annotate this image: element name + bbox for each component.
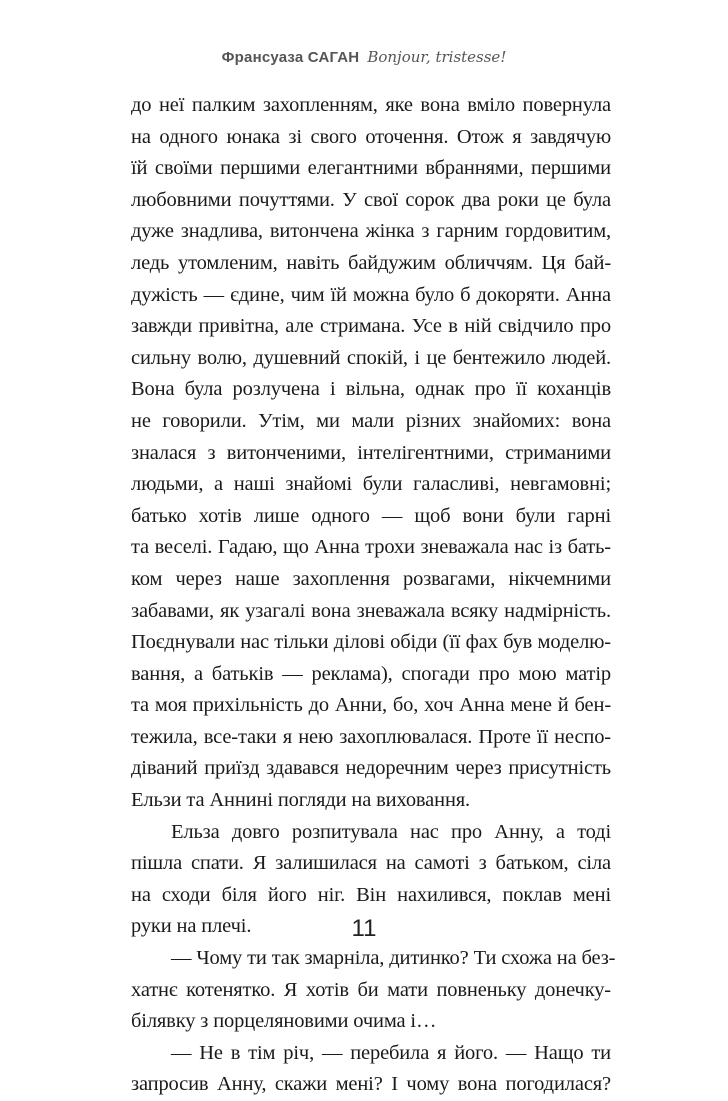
text-line: не говорили. Утім, ми мали різних знайомих: вона (131, 409, 611, 432)
text-line: ледь утомленим, навіть байдужим обличчям. Ця бай- (131, 251, 611, 274)
running-header (0, 47, 728, 68)
text-line: Поєднували нас тільки ділові обіди (її фах був моделю- (131, 631, 611, 654)
text-line: — Не в тім річ, — перебила я його. — Нащо ти (171, 1041, 611, 1064)
paragraph (131, 90, 611, 817)
text-line: дужість — єдине, чим їй можна було б докоряти. Анна (131, 283, 611, 306)
text-line: руки на плечі. (131, 915, 252, 938)
text-line: Ельзи та Аннині погляди на виховання. (131, 789, 471, 812)
body-text (131, 90, 616, 1101)
text-line: завжди привітна, але стримана. Усе в ній свідчило про (131, 315, 611, 338)
text-line: на сходи біля його ніг. Він нахилився, поклав мені (131, 883, 611, 906)
text-line: Вона була розлучена і вільна, однак про її коханців (131, 378, 611, 401)
dialogue-paragraph (131, 943, 616, 1038)
text-line: дуже знадлива, витончена жінка з гарним гордовитим, (131, 220, 611, 243)
text-line: тежила, все-таки я нею захоплювалася. Проте її неспо- (131, 725, 611, 748)
text-line: до неї палким захопленням, яке вона вміло повернула (131, 94, 611, 116)
text-line: сильну волю, душевний спокій, і це бентежило людей. (131, 346, 611, 369)
text-line: — Чому ти так змарніла, дитинко? Ти схожа на без- (171, 947, 616, 970)
dialogue-paragraph (131, 1038, 611, 1101)
page-number: 11 (351, 915, 377, 942)
header-title: Bonjour, tristesse! (367, 48, 507, 66)
text-line: запросив Анну, скажи мені? І чому вона погодилася? (131, 1073, 611, 1096)
text-line: зналася з витонченими, інтелігентними, стриманими (131, 441, 611, 464)
text-line: та веселі. Гадаю, що Анна трохи зневажала нас із бать- (131, 536, 611, 559)
text-line: пішла спати. Я залишилася на самоті з батьком, сіла (131, 852, 611, 875)
text-line: хатнє котенятко. Я хотів би мати повненьку донечку- (131, 978, 611, 1001)
header-author: Франсуаза САГАН (221, 49, 360, 66)
text-line: білявку з порцеляновими очима і… (131, 1010, 437, 1033)
text-line: любовними почуттями. У свої сорок два роки це була (131, 188, 611, 211)
text-line: їй своїми першими елегантними вбраннями, першими (131, 157, 611, 180)
text-line: на одного юнака зі свого оточення. Отож я завдячую (131, 125, 611, 148)
text-line: батько хотів лише одного — щоб вони були гарні (131, 504, 611, 527)
text-line: Ельза довго розпитувала нас про Анну, а тоді (171, 820, 611, 843)
text-line: діваний приїзд здавався недоречним через присутність (131, 757, 611, 780)
text-line: та моя прихільність до Анни, бо, хоч Анна мене й бен- (131, 694, 611, 717)
text-line: вання, а батьків — реклама), спогади про мою матір (131, 662, 611, 685)
text-line: забавами, як узагалі вона зневажала всяку надмірність. (131, 599, 611, 622)
text-line: ком через наше захоплення розвагами, нікчемними (131, 567, 611, 590)
text-line: людьми, а наші знайомі були галасливі, невгамовні; (131, 473, 611, 496)
